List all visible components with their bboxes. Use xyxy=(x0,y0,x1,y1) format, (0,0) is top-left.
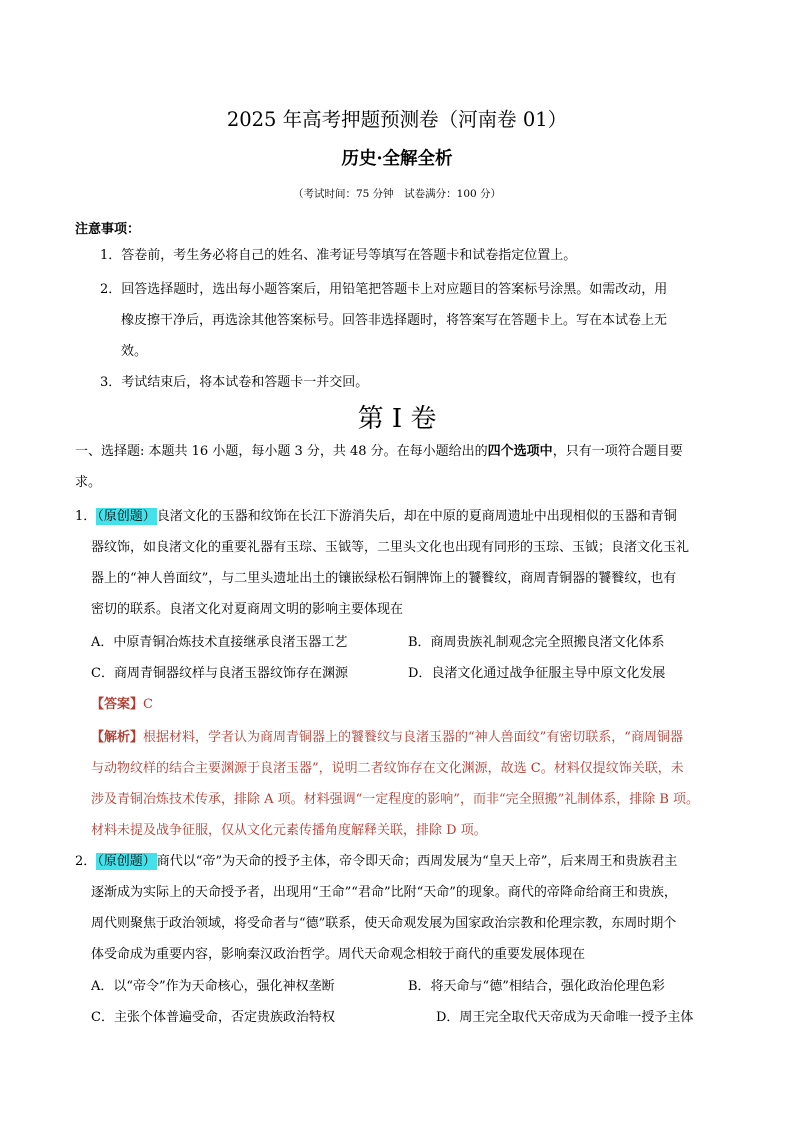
analysis-label: 【解析】 xyxy=(91,730,144,745)
question-2-text-1: 商代以“帝”为天命的授予主体，帝令即天命；西周发展为“皇天上帝”，后来周王和贵族君主 xyxy=(156,854,678,869)
notes-heading: 注意事项： xyxy=(75,222,141,237)
question-2-option-d: D．周王完全取代天帝成为天命唯一授予主体 xyxy=(436,1010,694,1025)
answer-value: C xyxy=(143,697,153,712)
question-2-line-2: 逐渐成为实际上的天命授予者，出现用“王命”“君命”比附“天命”的现象。商代的帝降命给商王和贵族， xyxy=(91,885,677,900)
section-title: 第 I 卷 xyxy=(357,404,437,434)
note-item-2-line-3: 效。 xyxy=(121,344,148,359)
document-title: 2025 年高考押题预测卷（河南卷 01） xyxy=(226,108,568,131)
question-2-number: 2． xyxy=(75,854,97,869)
document-subtitle: 历史·全解全析 xyxy=(341,149,453,169)
question-1-option-c: C．商周青铜器纹样与良渚玉器纹饰存在渊源 xyxy=(91,666,348,681)
question-2-tag: （原创题） xyxy=(97,854,156,869)
question-2-line-1 xyxy=(75,852,677,872)
part-intro xyxy=(75,442,683,462)
note-item-2-line-1: 2．回答选择题时，选出每小题答案后，用铅笔把答题卡上对应题目的答案标号涂黑。如需改动，用 xyxy=(100,282,668,297)
question-1-line-3: 器上的“神人兽面纹”，与二里头遗址出土的镶嵌绿松石铜牌饰上的饕餮纹，商周青铜器的饕餮纹，也有 xyxy=(91,571,677,586)
note-item-2-line-2: 橡皮擦干净后，再选涂其他答案标号。回答非选择题时，将答案写在答题卡上。写在本试卷上无 xyxy=(121,313,668,328)
part-intro-line-2: 求。 xyxy=(75,475,102,490)
question-1-analysis-line-2: 与动物纹样的结合主要渊源于良渚玉器”，说明二者纹饰存在文化渊源，故选 C。材料仅提纹饰关联，未 xyxy=(91,761,684,776)
question-1-analysis-line-3: 涉及青铜冶炼技术传承，排除 A 项。材料强调“一定程度的影响”，而非“完全照搬”礼制体系，排除 B 项。 xyxy=(91,792,700,807)
question-2-option-c: C．主张个体普遍受命，否定贵族政治特权 xyxy=(91,1010,335,1025)
analysis-text-1: 根据材料，学者认为商周青铜器上的饕餮纹与良渚玉器的“神人兽面纹”有密切联系，“商周铜器 xyxy=(143,730,683,745)
question-2-option-a: A．以“帝令”作为天命核心，强化神权垄断 xyxy=(91,979,335,994)
question-2-line-3: 周代则聚焦于政治领域，将受命者与“德”联系，使天命观发展为国家政治宗教和伦理宗教，东周时期个 xyxy=(91,916,677,931)
part-intro-c: ，只有一项符合题目要 xyxy=(552,444,683,459)
question-1-option-b: B．商周贵族礼制观念完全照搬良渚文化体系 xyxy=(408,635,665,650)
question-1-line-4: 密切的联系。良渚文化对夏商周文明的影响主要体现在 xyxy=(91,602,404,617)
question-1-analysis-line-1 xyxy=(91,728,683,748)
question-1-option-a: A．中原青铜冶炼技术直接继承良渚玉器工艺 xyxy=(91,635,348,650)
exam-info: （考试时间：75 分钟 试卷满分：100 分） xyxy=(292,188,502,200)
question-1-tag: （原创题） xyxy=(97,509,156,524)
question-2-line-4: 体受命成为重要内容，影响秦汉政治哲学。周代天命观念相较于商代的重要发展体现在 xyxy=(91,947,586,962)
question-1-number: 1． xyxy=(75,509,97,524)
question-1-analysis-line-4: 材料未提及战争征服，仅从文化元素传播角度解释关联，排除 D 项。 xyxy=(91,823,487,838)
question-1-option-d: D．良渚文化通过战争征服主导中原文化发展 xyxy=(408,666,666,681)
answer-label: 【答案】 xyxy=(91,697,144,712)
note-item-3: 3．考试结束后，将本试卷和答题卡一并交回。 xyxy=(100,375,369,390)
part-intro-a: 一、选择题: 本题共 16 小题，每小题 3 分，共 48 分。在每小题给出的 xyxy=(75,444,488,459)
question-1-text-1: 良渚文化的玉器和纹饰在长江下游消失后，却在中原的夏商周遗址中出现相似的玉器和青铜 xyxy=(156,509,677,524)
question-2-option-b: B．将天命与“德”相结合，强化政治伦理色彩 xyxy=(408,979,665,994)
note-item-1: 1．答卷前，考生务必将自己的姓名、准考证号等填写在答题卡和试卷指定位置上。 xyxy=(100,248,577,263)
question-1-line-1 xyxy=(75,507,677,527)
question-1-line-2: 器纹饰，如良渚文化的重要礼器有玉琮、玉钺等，二里头文化也出现有同形的玉琮、玉钺；良渚文化玉礼 xyxy=(91,540,690,555)
part-intro-bold: 四个选项中 xyxy=(487,444,553,459)
question-1-answer xyxy=(91,695,153,715)
